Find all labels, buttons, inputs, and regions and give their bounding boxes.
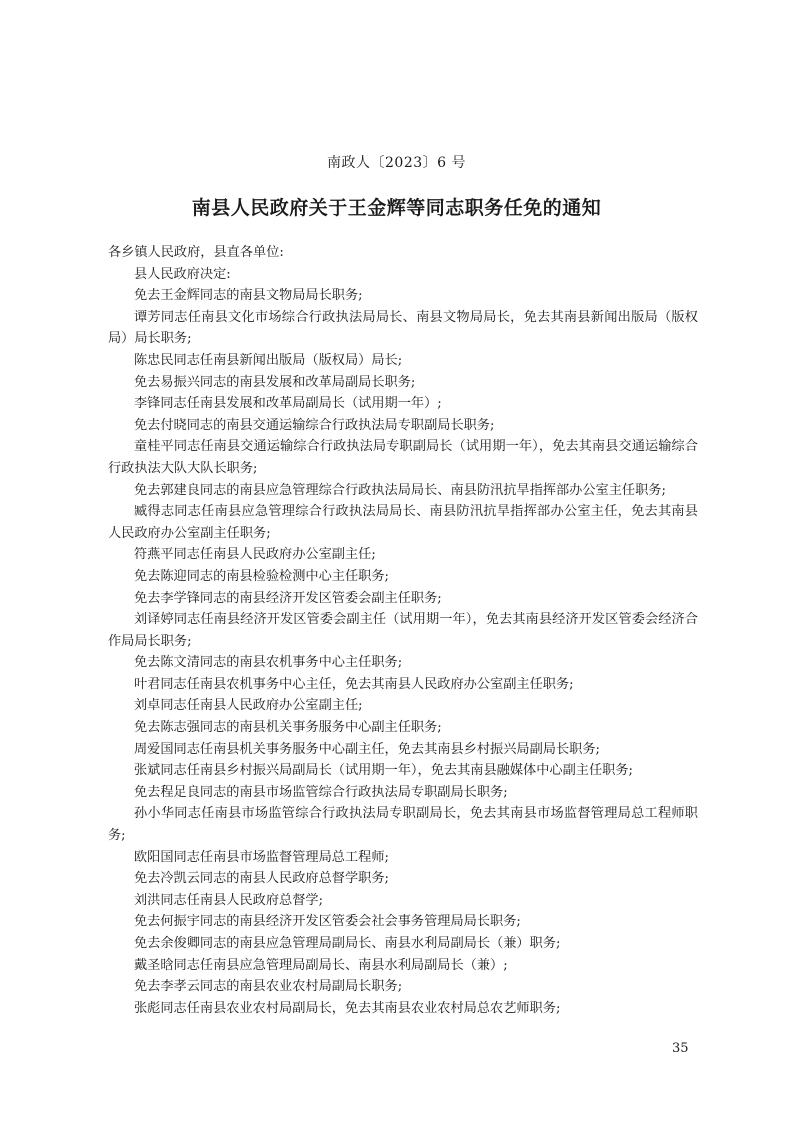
salutation: 各乡镇人民政府，县直各单位:	[108, 245, 284, 260]
paragraph: 谭芳同志任南县文化市场综合行政执法局局长、南县文物局局长，免去其南县新闻出版局（版权局）局长职务;	[108, 309, 698, 347]
paragraph: 免去陈志强同志的南县机关事务服务中心副主任职务;	[134, 720, 442, 736]
paragraph: 免去李孝云同志的南县农业农村局副局长职务;	[134, 979, 403, 995]
paragraph: 童桂平同志任南县交通运输综合行政执法局专职副局长（试用期一年），免去其南县交通运输综合行政执法大队大队长职务;	[108, 439, 698, 476]
document-number: 南政人〔2023〕6 号	[327, 155, 466, 171]
document-title: 南县人民政府关于王金辉等同志职务任免的通知	[191, 197, 602, 219]
paragraph: 刘译婷同志任南县经济开发区管委会副主任（试用期一年），免去其南县经济开发区管委会经济合作局局长职务;	[108, 612, 698, 649]
paragraph: 张彪同志任南县农业农村局副局长，免去其南县农业农村局总农艺师职务;	[134, 1000, 561, 1016]
paragraph: 符燕平同志任南县人民政府办公室副主任;	[134, 547, 376, 563]
paragraph: 免去李学锋同志的南县经济开发区管委会副主任职务;	[134, 590, 442, 606]
paragraph: 李锋同志任南县发展和改革局副局长（试用期一年）;	[134, 396, 442, 412]
paragraph: 免去易振兴同志的南县发展和改革局副局长职务;	[134, 374, 416, 390]
paragraph: 免去王金辉同志的南县文物局局长职务;	[134, 288, 363, 304]
paragraph: 周爱国同志任南县机关事务服务中心副主任，免去其南县乡村振兴局副局长职务;	[134, 741, 601, 757]
paragraph: 戴圣晗同志任南县应急管理局副局长、南县水利局副局长（兼）;	[134, 957, 508, 973]
paragraph: 免去付晓同志的南县交通运输综合行政执法局专职副局长职务;	[134, 417, 495, 433]
paragraph: 免去冷凯云同志的南县人民政府总督学职务;	[134, 871, 390, 887]
paragraph: 臧得志同志任南县应急管理综合行政执法局局长、南县防汛抗旱指挥部办公室主任，免去其南县人民政府办公室副主任职务;	[108, 504, 698, 541]
document-body	[108, 242, 698, 1019]
paragraph: 叶君同志任南县农机事务中心主任，免去其南县人民政府办公室副主任职务;	[134, 676, 574, 692]
paragraph: 刘洪同志任南县人民政府总督学;	[134, 892, 324, 908]
paragraph: 免去陈文清同志的南县农机事务中心主任职务;	[134, 655, 403, 671]
paragraph: 免去程足良同志的南县市场监管综合行政执法局专职副局长职务;	[134, 784, 508, 800]
paragraph: 免去何振宇同志的南县经济开发区管委会社会事务管理局局长职务;	[134, 914, 521, 930]
page-number: 35	[672, 1041, 689, 1056]
paragraph: 孙小华同志任南县市场监管综合行政执法局专职副局长，免去其南县市场监督管理局总工程师职务;	[108, 806, 698, 844]
paragraph: 免去陈迎同志的南县检验检测中心主任职务;	[134, 568, 390, 584]
paragraph: 陈忠民同志任南县新闻出版局（版权局）局长;	[134, 352, 403, 368]
paragraph: 县人民政府决定:	[134, 266, 231, 282]
paragraph: 免去郭建良同志的南县应急管理综合行政执法局局长、南县防汛抗旱指挥部办公室主任职务;	[134, 482, 666, 498]
paragraph: 欧阳国同志任南县市场监督管理局总工程师;	[134, 849, 390, 865]
paragraph: 张斌同志任南县乡村振兴局副局长（试用期一年），免去其南县融媒体中心副主任职务;	[134, 763, 633, 779]
paragraph: 免去余俊卿同志的南县应急管理局副局长、南县水利局副局长（兼）职务;	[134, 936, 561, 951]
paragraph: 刘卓同志任南县人民政府办公室副主任;	[134, 698, 363, 714]
